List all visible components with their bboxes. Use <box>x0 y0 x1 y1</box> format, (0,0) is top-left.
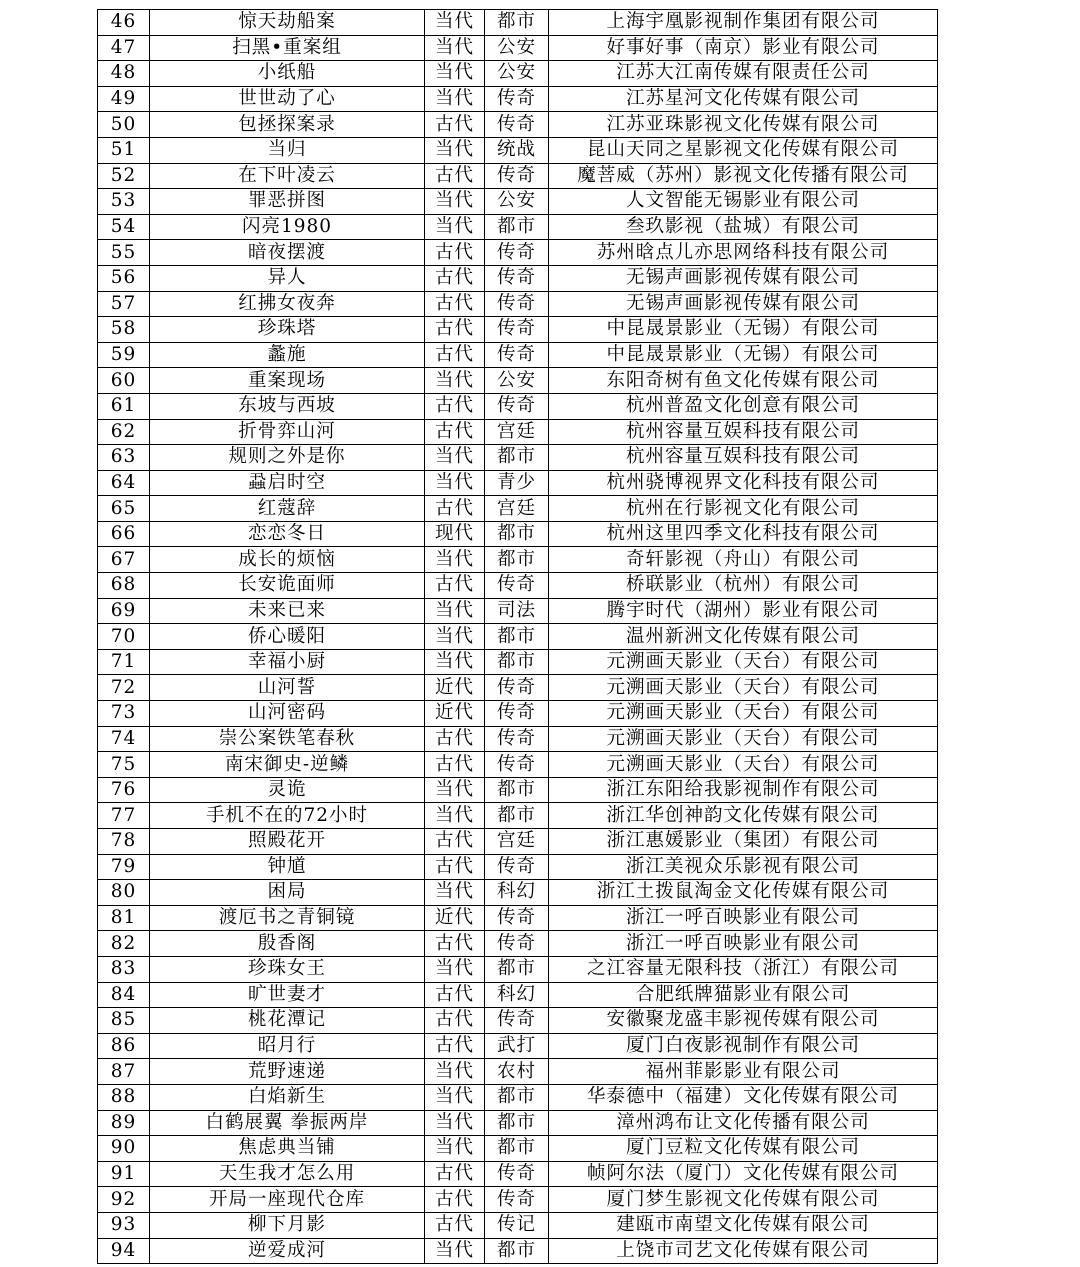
company-cell: 人文智能无锡影业有限公司 <box>549 189 938 215</box>
row-number-cell: 82 <box>98 931 150 957</box>
row-number-cell: 59 <box>98 342 150 368</box>
company-cell: 浙江华创神韵文化传媒有限公司 <box>549 803 938 829</box>
theme-cell: 传奇 <box>485 854 549 880</box>
row-number-cell: 73 <box>98 701 150 727</box>
theme-cell: 传奇 <box>485 342 549 368</box>
company-cell: 厦门梦生影视文化传媒有限公司 <box>549 1187 938 1213</box>
table-row <box>98 956 938 982</box>
company-cell: 奇轩影视（舟山）有限公司 <box>549 547 938 573</box>
theme-cell: 传奇 <box>485 291 549 317</box>
row-number-cell: 86 <box>98 1033 150 1059</box>
theme-cell: 宫廷 <box>485 496 549 522</box>
company-cell: 元溯画天影业（天台）有限公司 <box>549 649 938 675</box>
row-number-cell: 50 <box>98 112 150 138</box>
theme-cell: 传奇 <box>485 675 549 701</box>
drama-title-cell: 珍珠女王 <box>150 956 425 982</box>
theme-cell: 武打 <box>485 1033 549 1059</box>
theme-cell: 司法 <box>485 598 549 624</box>
drama-title-cell: 旷世妻才 <box>150 982 425 1008</box>
table-row <box>98 701 938 727</box>
row-number-cell: 52 <box>98 163 150 189</box>
drama-title-cell: 手机不在的72小时 <box>150 803 425 829</box>
theme-cell: 都市 <box>485 777 549 803</box>
drama-title-cell: 暗夜摆渡 <box>150 240 425 266</box>
theme-cell: 传奇 <box>485 240 549 266</box>
era-cell: 古代 <box>425 931 485 957</box>
theme-cell: 传奇 <box>485 112 549 138</box>
era-cell: 当代 <box>425 35 485 61</box>
row-number-cell: 48 <box>98 61 150 87</box>
company-cell: 中昆晟景影业（无锡）有限公司 <box>549 342 938 368</box>
company-cell: 杭州普盈文化创意有限公司 <box>549 393 938 419</box>
row-number-cell: 55 <box>98 240 150 266</box>
row-number-cell: 78 <box>98 829 150 855</box>
company-cell: 华泰德中（福建）文化传媒有限公司 <box>549 1084 938 1110</box>
theme-cell: 都市 <box>485 445 549 471</box>
theme-cell: 传奇 <box>485 1187 549 1213</box>
drama-title-cell: 世世动了心 <box>150 86 425 112</box>
table-row <box>98 1238 938 1264</box>
row-number-cell: 64 <box>98 470 150 496</box>
theme-cell: 科幻 <box>485 982 549 1008</box>
era-cell: 古代 <box>425 265 485 291</box>
row-number-cell: 77 <box>98 803 150 829</box>
drama-title-cell: 开局一座现代仓库 <box>150 1187 425 1213</box>
drama-title-cell: 白鹤展翼 拳振两岸 <box>150 1110 425 1136</box>
table-row <box>98 854 938 880</box>
era-cell: 当代 <box>425 470 485 496</box>
row-number-cell: 90 <box>98 1136 150 1162</box>
theme-cell: 都市 <box>485 1136 549 1162</box>
theme-cell: 传奇 <box>485 905 549 931</box>
company-cell: 浙江一呼百映影业有限公司 <box>549 931 938 957</box>
drama-title-cell: 珍珠塔 <box>150 317 425 343</box>
drama-title-cell: 昭月行 <box>150 1033 425 1059</box>
era-cell: 古代 <box>425 854 485 880</box>
theme-cell: 都市 <box>485 1084 549 1110</box>
theme-cell: 公安 <box>485 368 549 394</box>
company-cell: 帧阿尔法（厦门）文化传媒有限公司 <box>549 1161 938 1187</box>
theme-cell: 公安 <box>485 35 549 61</box>
drama-title-cell: 规则之外是你 <box>150 445 425 471</box>
table-row <box>98 368 938 394</box>
table-row <box>98 1008 938 1034</box>
theme-cell: 公安 <box>485 189 549 215</box>
company-cell: 元溯画天影业（天台）有限公司 <box>549 726 938 752</box>
row-number-cell: 47 <box>98 35 150 61</box>
theme-cell: 传奇 <box>485 573 549 599</box>
company-cell: 上海宇凰影视制作集团有限公司 <box>549 10 938 36</box>
theme-cell: 传奇 <box>485 317 549 343</box>
table-row <box>98 240 938 266</box>
theme-cell: 都市 <box>485 1110 549 1136</box>
table-row <box>98 905 938 931</box>
theme-cell: 传奇 <box>485 1161 549 1187</box>
table-row <box>98 1161 938 1187</box>
drama-title-cell: 重案现场 <box>150 368 425 394</box>
era-cell: 古代 <box>425 419 485 445</box>
drama-title-cell: 白焰新生 <box>150 1084 425 1110</box>
row-number-cell: 93 <box>98 1212 150 1238</box>
company-cell: 桥联影业（杭州）有限公司 <box>549 573 938 599</box>
theme-cell: 统战 <box>485 137 549 163</box>
table-row <box>98 419 938 445</box>
row-number-cell: 81 <box>98 905 150 931</box>
company-cell: 浙江土拨鼠淘金文化传媒有限公司 <box>549 880 938 906</box>
row-number-cell: 87 <box>98 1059 150 1085</box>
table-row <box>98 803 938 829</box>
row-number-cell: 66 <box>98 521 150 547</box>
theme-cell: 传奇 <box>485 393 549 419</box>
company-cell: 昆山天同之星影视文化传媒有限公司 <box>549 137 938 163</box>
theme-cell: 传奇 <box>485 163 549 189</box>
drama-title-cell: 长安诡面师 <box>150 573 425 599</box>
drama-title-cell: 包拯探案录 <box>150 112 425 138</box>
era-cell: 古代 <box>425 726 485 752</box>
era-cell: 当代 <box>425 880 485 906</box>
theme-cell: 都市 <box>485 10 549 36</box>
table-row <box>98 35 938 61</box>
theme-cell: 传奇 <box>485 752 549 778</box>
era-cell: 古代 <box>425 240 485 266</box>
theme-cell: 都市 <box>485 214 549 240</box>
table-row <box>98 470 938 496</box>
era-cell: 古代 <box>425 752 485 778</box>
era-cell: 当代 <box>425 61 485 87</box>
drama-title-cell: 成长的烦恼 <box>150 547 425 573</box>
company-cell: 上饶市司艺文化传媒有限公司 <box>549 1238 938 1264</box>
era-cell: 古代 <box>425 1212 485 1238</box>
era-cell: 古代 <box>425 1008 485 1034</box>
row-number-cell: 83 <box>98 956 150 982</box>
drama-title-cell: 罪恶拼图 <box>150 189 425 215</box>
era-cell: 当代 <box>425 86 485 112</box>
drama-title-cell: 蠡施 <box>150 342 425 368</box>
row-number-cell: 62 <box>98 419 150 445</box>
theme-cell: 传奇 <box>485 701 549 727</box>
table-row <box>98 982 938 1008</box>
drama-title-cell: 困局 <box>150 880 425 906</box>
drama-title-cell: 桃花潭记 <box>150 1008 425 1034</box>
era-cell: 古代 <box>425 496 485 522</box>
table-row <box>98 189 938 215</box>
table-row <box>98 624 938 650</box>
drama-title-cell: 崇公案铁笔春秋 <box>150 726 425 752</box>
company-cell: 无锡声画影视传媒有限公司 <box>549 265 938 291</box>
company-cell: 杭州骁博视界文化科技有限公司 <box>549 470 938 496</box>
theme-cell: 都市 <box>485 956 549 982</box>
drama-title-cell: 渡厄书之青铜镜 <box>150 905 425 931</box>
table-row <box>98 573 938 599</box>
table-body <box>98 10 938 1264</box>
era-cell: 当代 <box>425 777 485 803</box>
row-number-cell: 80 <box>98 880 150 906</box>
drama-list-table <box>97 9 938 1264</box>
theme-cell: 都市 <box>485 803 549 829</box>
era-cell: 当代 <box>425 1084 485 1110</box>
era-cell: 古代 <box>425 829 485 855</box>
table-row <box>98 10 938 36</box>
table-row <box>98 649 938 675</box>
table-row <box>98 1110 938 1136</box>
era-cell: 古代 <box>425 982 485 1008</box>
row-number-cell: 61 <box>98 393 150 419</box>
company-cell: 元溯画天影业（天台）有限公司 <box>549 701 938 727</box>
drama-title-cell: 异人 <box>150 265 425 291</box>
drama-title-cell: 荒野速递 <box>150 1059 425 1085</box>
table-row <box>98 521 938 547</box>
era-cell: 古代 <box>425 112 485 138</box>
table-row <box>98 1033 938 1059</box>
company-cell: 浙江惠媛影业（集团）有限公司 <box>549 829 938 855</box>
table-row <box>98 112 938 138</box>
row-number-cell: 75 <box>98 752 150 778</box>
company-cell: 东阳奇树有鱼文化传媒有限公司 <box>549 368 938 394</box>
company-cell: 福州菲影影业有限公司 <box>549 1059 938 1085</box>
row-number-cell: 51 <box>98 137 150 163</box>
era-cell: 当代 <box>425 624 485 650</box>
era-cell: 当代 <box>425 547 485 573</box>
company-cell: 腾宇时代（湖州）影业有限公司 <box>549 598 938 624</box>
table-row <box>98 445 938 471</box>
company-cell: 杭州这里四季文化科技有限公司 <box>549 521 938 547</box>
drama-title-cell: 殷香阁 <box>150 931 425 957</box>
drama-title-cell: 山河誓 <box>150 675 425 701</box>
era-cell: 当代 <box>425 803 485 829</box>
row-number-cell: 68 <box>98 573 150 599</box>
row-number-cell: 74 <box>98 726 150 752</box>
era-cell: 当代 <box>425 598 485 624</box>
company-cell: 厦门白夜影视制作有限公司 <box>549 1033 938 1059</box>
row-number-cell: 84 <box>98 982 150 1008</box>
row-number-cell: 88 <box>98 1084 150 1110</box>
company-cell: 合肥纸牌猫影业有限公司 <box>549 982 938 1008</box>
table-row <box>98 86 938 112</box>
table-row <box>98 61 938 87</box>
row-number-cell: 89 <box>98 1110 150 1136</box>
era-cell: 当代 <box>425 445 485 471</box>
era-cell: 古代 <box>425 1033 485 1059</box>
era-cell: 古代 <box>425 1161 485 1187</box>
theme-cell: 都市 <box>485 521 549 547</box>
drama-title-cell: 灵诡 <box>150 777 425 803</box>
theme-cell: 青少 <box>485 470 549 496</box>
table-row <box>98 137 938 163</box>
era-cell: 古代 <box>425 342 485 368</box>
drama-title-cell: 当归 <box>150 137 425 163</box>
row-number-cell: 63 <box>98 445 150 471</box>
drama-title-cell: 红拂女夜奔 <box>150 291 425 317</box>
company-cell: 江苏大江南传媒有限责任公司 <box>549 61 938 87</box>
company-cell: 安徽聚龙盛丰影视传媒有限公司 <box>549 1008 938 1034</box>
row-number-cell: 54 <box>98 214 150 240</box>
company-cell: 浙江东阳给我影视制作有限公司 <box>549 777 938 803</box>
era-cell: 当代 <box>425 1059 485 1085</box>
company-cell: 元溯画天影业（天台）有限公司 <box>549 752 938 778</box>
drama-title-cell: 山河密码 <box>150 701 425 727</box>
era-cell: 当代 <box>425 1110 485 1136</box>
company-cell: 苏州晗点儿亦思网络科技有限公司 <box>549 240 938 266</box>
company-cell: 好事好事（南京）影业有限公司 <box>549 35 938 61</box>
era-cell: 近代 <box>425 905 485 931</box>
company-cell: 温州新洲文化传媒有限公司 <box>549 624 938 650</box>
drama-title-cell: 扫黑•重案组 <box>150 35 425 61</box>
table-row <box>98 1059 938 1085</box>
drama-title-cell: 折骨弈山河 <box>150 419 425 445</box>
era-cell: 当代 <box>425 137 485 163</box>
company-cell: 杭州容量互娱科技有限公司 <box>549 419 938 445</box>
theme-cell: 宫廷 <box>485 419 549 445</box>
company-cell: 无锡声画影视传媒有限公司 <box>549 291 938 317</box>
company-cell: 漳州鸿布让文化传播有限公司 <box>549 1110 938 1136</box>
drama-title-cell: 恋恋冬日 <box>150 521 425 547</box>
era-cell: 古代 <box>425 317 485 343</box>
table-row <box>98 393 938 419</box>
drama-title-cell: 惊天劫船案 <box>150 10 425 36</box>
row-number-cell: 58 <box>98 317 150 343</box>
drama-title-cell: 未来已来 <box>150 598 425 624</box>
table-row <box>98 1212 938 1238</box>
drama-title-cell: 幸福小厨 <box>150 649 425 675</box>
table-row <box>98 547 938 573</box>
theme-cell: 都市 <box>485 624 549 650</box>
drama-title-cell: 东坡与西坡 <box>150 393 425 419</box>
theme-cell: 传奇 <box>485 86 549 112</box>
era-cell: 当代 <box>425 189 485 215</box>
table-row <box>98 265 938 291</box>
table-row <box>98 675 938 701</box>
drama-title-cell: 蝨启时空 <box>150 470 425 496</box>
table-row <box>98 726 938 752</box>
drama-title-cell: 闪亮1980 <box>150 214 425 240</box>
era-cell: 近代 <box>425 675 485 701</box>
table-row <box>98 1187 938 1213</box>
table-row <box>98 777 938 803</box>
drama-title-cell: 南宋御史-逆鳞 <box>150 752 425 778</box>
row-number-cell: 92 <box>98 1187 150 1213</box>
drama-title-cell: 钟馗 <box>150 854 425 880</box>
theme-cell: 都市 <box>485 547 549 573</box>
drama-title-cell: 逆爱成河 <box>150 1238 425 1264</box>
company-cell: 杭州容量互娱科技有限公司 <box>549 445 938 471</box>
row-number-cell: 76 <box>98 777 150 803</box>
table-row <box>98 317 938 343</box>
theme-cell: 传奇 <box>485 1008 549 1034</box>
company-cell: 江苏亚珠影视文化传媒有限公司 <box>549 112 938 138</box>
company-cell: 杭州在行影视文化有限公司 <box>549 496 938 522</box>
table-row <box>98 880 938 906</box>
table-row <box>98 931 938 957</box>
era-cell: 当代 <box>425 10 485 36</box>
theme-cell: 公安 <box>485 61 549 87</box>
theme-cell: 传奇 <box>485 726 549 752</box>
company-cell: 之江容量无限科技（浙江）有限公司 <box>549 956 938 982</box>
company-cell: 江苏星河文化传媒有限公司 <box>549 86 938 112</box>
company-cell: 中昆晟景影业（无锡）有限公司 <box>549 317 938 343</box>
era-cell: 现代 <box>425 521 485 547</box>
row-number-cell: 94 <box>98 1238 150 1264</box>
drama-title-cell: 侨心暖阳 <box>150 624 425 650</box>
era-cell: 当代 <box>425 649 485 675</box>
company-cell: 建瓯市南望文化传媒有限公司 <box>549 1212 938 1238</box>
era-cell: 当代 <box>425 214 485 240</box>
row-number-cell: 67 <box>98 547 150 573</box>
row-number-cell: 69 <box>98 598 150 624</box>
table-row <box>98 598 938 624</box>
drama-title-cell: 红蔻辞 <box>150 496 425 522</box>
era-cell: 古代 <box>425 573 485 599</box>
company-cell: 元溯画天影业（天台）有限公司 <box>549 675 938 701</box>
era-cell: 当代 <box>425 368 485 394</box>
era-cell: 古代 <box>425 291 485 317</box>
company-cell: 浙江美视众乐影视有限公司 <box>549 854 938 880</box>
row-number-cell: 91 <box>98 1161 150 1187</box>
theme-cell: 传奇 <box>485 265 549 291</box>
table-row <box>98 291 938 317</box>
theme-cell: 都市 <box>485 1238 549 1264</box>
era-cell: 当代 <box>425 956 485 982</box>
row-number-cell: 53 <box>98 189 150 215</box>
table-row <box>98 1136 938 1162</box>
row-number-cell: 85 <box>98 1008 150 1034</box>
row-number-cell: 49 <box>98 86 150 112</box>
table-row <box>98 1084 938 1110</box>
table-row <box>98 342 938 368</box>
row-number-cell: 72 <box>98 675 150 701</box>
theme-cell: 都市 <box>485 649 549 675</box>
drama-title-cell: 在下叶凌云 <box>150 163 425 189</box>
era-cell: 古代 <box>425 393 485 419</box>
drama-title-cell: 焦虑典当铺 <box>150 1136 425 1162</box>
row-number-cell: 71 <box>98 649 150 675</box>
era-cell: 近代 <box>425 701 485 727</box>
company-cell: 浙江一呼百映影业有限公司 <box>549 905 938 931</box>
table-row <box>98 163 938 189</box>
theme-cell: 农村 <box>485 1059 549 1085</box>
table-row <box>98 496 938 522</box>
drama-title-cell: 小纸船 <box>150 61 425 87</box>
row-number-cell: 46 <box>98 10 150 36</box>
company-cell: 魔菩威（苏州）影视文化传播有限公司 <box>549 163 938 189</box>
row-number-cell: 79 <box>98 854 150 880</box>
company-cell: 厦门豆粒文化传媒有限公司 <box>549 1136 938 1162</box>
company-cell: 叁玖影视（盐城）有限公司 <box>549 214 938 240</box>
theme-cell: 宫廷 <box>485 829 549 855</box>
row-number-cell: 70 <box>98 624 150 650</box>
drama-title-cell: 柳下月影 <box>150 1212 425 1238</box>
era-cell: 古代 <box>425 163 485 189</box>
drama-title-cell: 照殿花开 <box>150 829 425 855</box>
row-number-cell: 65 <box>98 496 150 522</box>
theme-cell: 科幻 <box>485 880 549 906</box>
row-number-cell: 57 <box>98 291 150 317</box>
theme-cell: 传奇 <box>485 931 549 957</box>
row-number-cell: 60 <box>98 368 150 394</box>
theme-cell: 传记 <box>485 1212 549 1238</box>
table-row <box>98 752 938 778</box>
era-cell: 当代 <box>425 1136 485 1162</box>
row-number-cell: 56 <box>98 265 150 291</box>
drama-title-cell: 天生我才怎么用 <box>150 1161 425 1187</box>
table-row <box>98 829 938 855</box>
era-cell: 当代 <box>425 1238 485 1264</box>
table-row <box>98 214 938 240</box>
era-cell: 古代 <box>425 1187 485 1213</box>
